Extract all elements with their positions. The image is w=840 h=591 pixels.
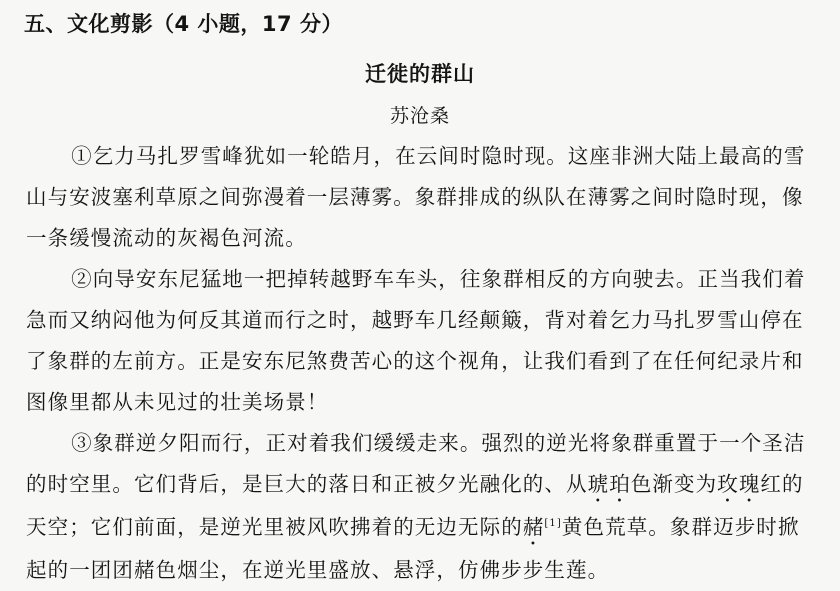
paragraph-1: ①乞力马扎罗雪峰犹如一轮皓月，在云间时隐时现。这座非洲大陆上最高的雪山与安波塞利草原之间弥漫着一层薄雾。象群排成的纵队在薄雾之间时隐时现，像一条缓慢流动的灰褐色河流。 (26, 144, 806, 250)
article-body (26, 136, 816, 591)
article-author: 苏沧桑 (389, 105, 450, 127)
emphasized-word-rose: 玫瑰 (717, 472, 761, 496)
paragraph-3-text-4: 黄色荒草。象群迈步时掀起的一团团赭色烟尘，在逆光里盛放、悬浮，仿佛步步生莲。 (26, 515, 800, 582)
emphasized-word-ochre: 赭 (522, 515, 545, 539)
paragraph-3-text-2: 色渐变为 (630, 472, 718, 496)
paragraph-3-text-3: 红的天空；它们前面，是逆光里被风吹拂着的无边无际的 (26, 472, 804, 539)
emphasized-word-amber: 琥珀 (587, 472, 631, 496)
paragraph-2: ②向导安东尼猛地一把掉转越野车车头，往象群相反的方向驶去。正当我们着急而又纳闷他为何反其道而行之时，越野车几经颠簸，背对着乞力马扎罗雪山停在了象群的左前方。正是安东尼煞费苦心的这个视角，让我们看到了在任何纪录片和图像里都从未见过的壮美场景！ (26, 267, 806, 414)
footnote-marker: [1] (544, 518, 562, 530)
article-title: 迁徙的群山 (365, 62, 475, 86)
section-heading: 五、文化剪影（4 小题，17 分） (24, 12, 343, 36)
paragraph-3-text-1: ③象群逆夕阳而行，正对着我们缓缓走来。强烈的逆光将象群重置于一个圣洁的时空里。它们背后，是巨大的落日和正被夕光融化的、从 (26, 431, 806, 496)
